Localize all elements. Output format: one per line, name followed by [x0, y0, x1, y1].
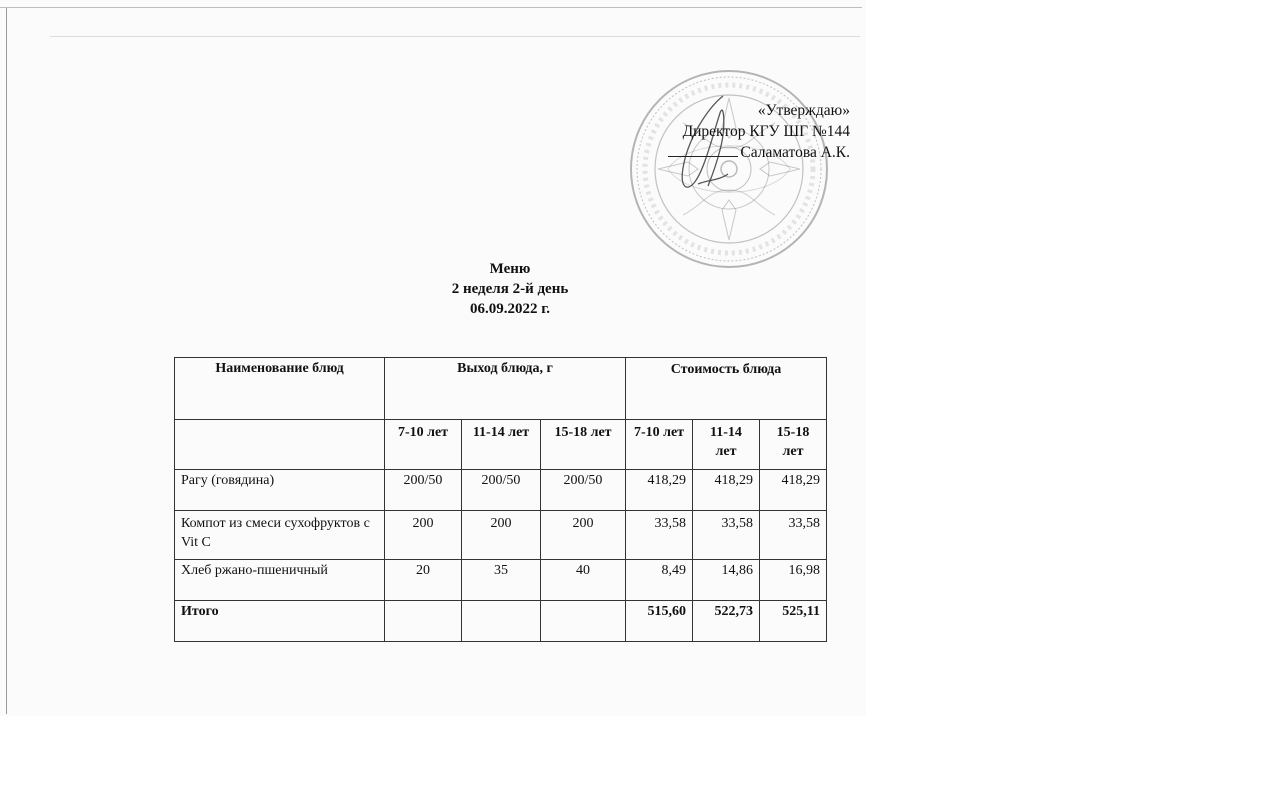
dish-name: Хлеб ржано-пшеничный: [175, 560, 385, 601]
table-total-row: [175, 601, 827, 642]
dish-cost: 33,58: [626, 511, 693, 560]
dish-output: 20: [385, 560, 462, 601]
cost-age-group: 15-18 лет: [760, 420, 827, 470]
dish-output: 200: [385, 511, 462, 560]
table-row: [175, 560, 827, 601]
dish-output: 35: [462, 560, 541, 601]
total-label: Итого: [175, 601, 385, 642]
scan-edge-top: [0, 7, 862, 8]
approval-block: [620, 100, 850, 163]
table-row: [175, 470, 827, 511]
header-output: Выход блюда, г: [385, 358, 626, 420]
output-age-group: 15-18 лет: [541, 420, 626, 470]
output-age-group: 7-10 лет: [385, 420, 462, 470]
total-output-blank: [462, 601, 541, 642]
dish-output: 200: [462, 511, 541, 560]
age-row-blank: [175, 420, 385, 470]
dish-cost: 418,29: [760, 470, 827, 511]
dish-output: 200/50: [541, 470, 626, 511]
table-header-row: [175, 358, 827, 420]
official-seal: [628, 68, 830, 270]
menu-table: [174, 357, 827, 642]
dish-cost: 33,58: [693, 511, 760, 560]
dish-output: 200/50: [385, 470, 462, 511]
menu-title: Меню: [489, 261, 531, 277]
scan-edge-left: [6, 8, 7, 714]
menu-date: 06.09.2022 г.: [469, 301, 551, 317]
approval-heading: «Утверждаю»: [757, 102, 850, 119]
dish-cost: 418,29: [693, 470, 760, 511]
dish-cost: 33,58: [760, 511, 827, 560]
dish-name: Компот из смеси сухофруктов с Vit C: [175, 511, 385, 560]
cost-age-group: 11-14 лет: [693, 420, 760, 470]
dish-output: 200/50: [462, 470, 541, 511]
dish-name: Рагу (говядина): [175, 470, 385, 511]
cost-age-group: 7-10 лет: [626, 420, 693, 470]
total-cost: 515,60: [626, 601, 693, 642]
dish-cost: 418,29: [626, 470, 693, 511]
menu-title-block: [380, 259, 640, 319]
director-signature: [620, 142, 850, 163]
dish-cost: 16,98: [760, 560, 827, 601]
header-cost: Стоимость блюда: [626, 358, 827, 420]
total-output-blank: [541, 601, 626, 642]
output-age-group: 11-14 лет: [462, 420, 541, 470]
dish-output: 40: [541, 560, 626, 601]
table-age-row: [175, 420, 827, 470]
dish-cost: 14,86: [693, 560, 760, 601]
dish-cost: 8,49: [626, 560, 693, 601]
scan-edge-shadow: [50, 36, 860, 37]
dish-output: 200: [541, 511, 626, 560]
total-cost: 525,11: [760, 601, 827, 642]
table-row: [175, 511, 827, 560]
director-name: Саламатова А.К.: [740, 144, 850, 161]
total-cost: 522,73: [693, 601, 760, 642]
header-dish-name: Наименование блюд: [175, 358, 385, 420]
signature-line: [668, 156, 738, 157]
director-title: Директор КГУ ШГ №144: [682, 123, 850, 140]
total-output-blank: [385, 601, 462, 642]
menu-subtitle: 2 неделя 2-й день: [451, 281, 569, 297]
